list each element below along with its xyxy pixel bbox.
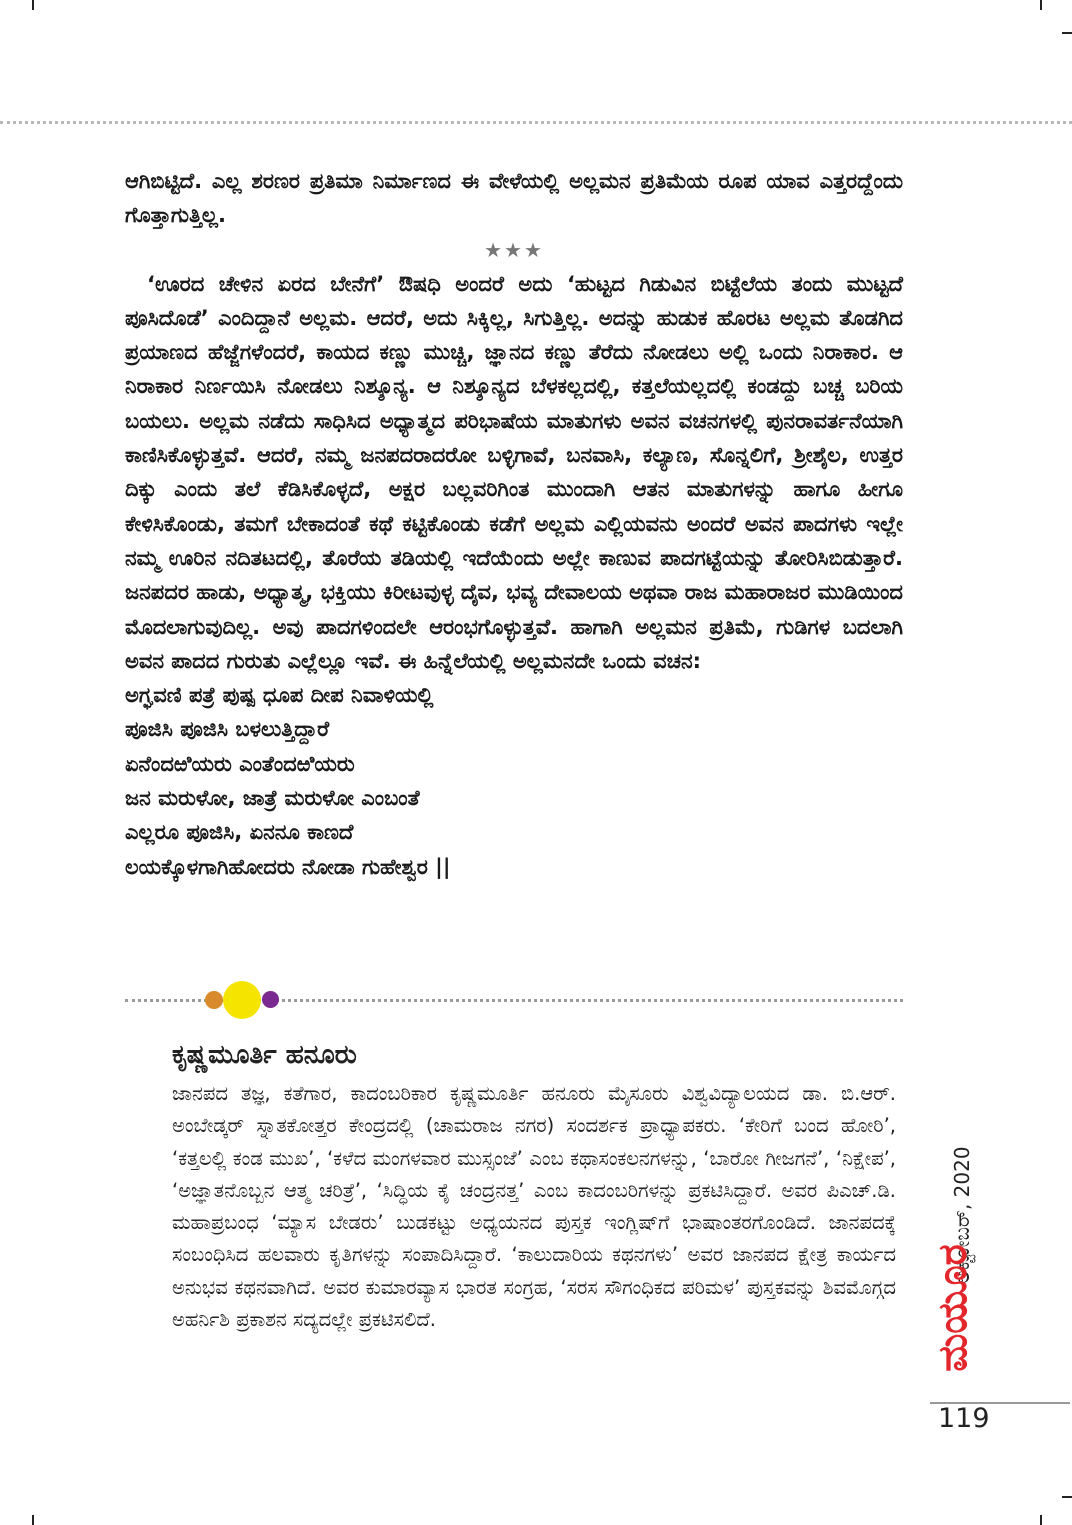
paragraph-main: ‘ಊರದ ಚೇಳಿನ ಏರದ ಬೇನೆಗೆ’ ಔಷಧಿ ಅಂದರೆ ಅದು ‘ಹುಟ್ಟದ ಗಿಡುವಿನ ಬಿಟ್ಟೆಲೆಯ ತಂದು ಮುಟ್ಟದೆ ಪೂಸಿದೊಡೆ’ ಎಂದಿದ್ದಾನೆ ಅಲ್ಲಮ. ಆದರೆ, ಅದು ಸಿಕ್ಕಿಲ್ಲ, ಸಿಗುತ್ತಿಲ್ಲ. ಅದನ್ನು ಹುಡುಕ ಹೊರಟ ಅಲ್ಲಮ ತೊಡಗಿದ ಪ್ರಯಾಣದ ಹೆಜ್ಜೆಗಳೆಂದರೆ, ಕಾಯದ ಕಣ್ಣು ಮುಚ್ಚಿ, ಜ್ಞಾನದ ಕಣ್ಣು ತೆರೆದು ನೋಡಲು ಅಲ್ಲಿ ಒಂದು ನಿರಾಕಾರ. ಆ ನಿರಾಕಾರ ನಿರ್ಣಯಿಸಿ ನೋಡಲು ನಿಶ್ಶೂನ್ಯ. ಆ ನಿಶ್ಶೂನ್ಯದ ಬೆಳಕಲ್ಲದಲ್ಲಿ, ಕತ್ತಲೆಯಲ್ಲದಲ್ಲಿ ಕಂಡದ್ದು ಬಚ್ಚ ಬರಿಯ ಬಯಲು. ಅಲ್ಲಮ ನಡೆದು ಸಾಧಿಸಿದ ಅಧ್ಯಾತ್ಮದ ಪರಿಭಾಷೆಯ ಮಾತುಗಳು ಅವನ ವಚನಗಳಲ್ಲಿ ಪುನರಾವರ್ತನೆಯಾಗಿ ಕಾಣಿಸಿಕೊಳ್ಳುತ್ತವೆ. ಆದರೆ, ನಮ್ಮ ಜನಪದರಾದರೋ ಬಳ್ಳಿಗಾವೆ, ಬನವಾಸಿ, ಕಲ್ಯಾಣ, ಸೊನ್ನಲಿಗೆ, ಶ್ರೀಶೈಲ, ಉತ್ತರ ದಿಕ್ಕು ಎಂದು ತಲೆ ಕೆಡಿಸಿಕೊಳ್ಳದೆ, ಅಕ್ಷರ ಬಲ್ಲವರಿಗಿಂತ ಮುಂದಾಗಿ ಆತನ ಮಾತುಗಳನ್ನು ಹಾಗೂ ಹೀಗೂ ಕೇಳಿಸಿಕೊಂಡು, ತಮಗೆ ಬೇಕಾದಂತೆ ಕಥೆ ಕಟ್ಟಿಕೊಂಡು ಕಡೆಗೆ ಅಲ್ಲಮ ಎಲ್ಲಿಯವನು ಅಂದರೆ ಅವನ ಪಾದಗಳು ಇಲ್ಲೇ ನಮ್ಮ ಊರಿನ ನದಿತಟದಲ್ಲಿ, ತೊರೆಯ ತಡಿಯಲ್ಲಿ ಇದೆಯೆಂದು ಅಲ್ಲೇ ಕಾಣುವ ಪಾದಗಟ್ಟೆಯನ್ನು ತೋರಿಸಿಬಿಡುತ್ತಾರೆ. ಜನಪದರ ಹಾಡು, ಅಧ್ಯಾತ್ಮ, ಭಕ್ತಿಯು ಕಿರೀಟವುಳ್ಳ ದೈವ, ಭವ್ಯ ದೇವಾಲಯ ಅಥವಾ ರಾಜ ಮಹಾರಾಜರ ಮುಡಿಯಿಂದ ಮೊದಲಾಗುವುದಿಲ್ಲ. ಅವು ಪಾದಗಳಿಂದಲೇ ಆರಂಭಗೊಳ್ಳುತ್ತವೆ. ಹಾಗಾಗಿ ಅಲ್ಲಮನ ಪ್ರತಿಮೆ, ಗುಡಿಗಳ ಬದಲಾಗಿ ಅವನ ಪಾದದ ಗುರುತು ಎಲ್ಲೆಲ್ಲೂ ಇವೆ. ಈ ಹಿನ್ನೆಲೆಯಲ್ಲಿ ಅಲ್ಲಮನದೇ ಒಂದು ವಚನ: (125, 271, 903, 673)
decorative-divider (125, 985, 903, 1015)
crop-mark-top-left (32, 0, 34, 10)
poem-line: ಜನ ಮರುಳೋ, ಜಾತ್ರೆ ಮರುಳೋ ಎಂಬಂತೆ (125, 786, 420, 811)
poem-line: ಲಯಕ್ಕೊಳಗಾಗಿಹೋದರು ನೋಡಾ ಗುಹೇಶ್ವರ || (125, 854, 451, 879)
poem-line: ಏನೆಂದಱಿಯರು ಎಂತೆಂದಱಿಯರು (125, 751, 355, 776)
issue-date-text: ಅಕ್ಟೋಬರ್, 2020 (950, 1146, 974, 1284)
poem-line: ಪೂಜಿಸಿ ಪೂಜಿಸಿ ಬಳಲುತ್ತಿದ್ದಾರೆ (125, 717, 330, 742)
author-name: ಕೃಷ್ಣಮೂರ್ತಿ ಹನೂರು (172, 1040, 357, 1070)
crop-mark-bottom-left (32, 1515, 34, 1525)
poem (125, 678, 903, 884)
magazine-logo (930, 1240, 976, 1375)
crop-mark-top-right (1040, 0, 1042, 10)
crop-mark-bottom-right (1040, 1515, 1042, 1525)
poem-line: ಎಲ್ಲರೂ ಪೂಜಿಸಿ, ಏನನೂ ಕಾಣದೆ (125, 820, 354, 845)
yellow-dot-icon (223, 981, 261, 1019)
crop-mark-right-bottom (1062, 1496, 1072, 1498)
page-number: 119 (938, 1403, 990, 1434)
article-body (125, 164, 903, 884)
orange-dot-icon (205, 991, 223, 1009)
magazine-logo-text: ಮಯೂರ (930, 1243, 976, 1372)
paragraph-intro: ಆಗಿಬಿಟ್ಟಿದೆ. ಎಲ್ಲ ಶರಣರ ಪ್ರತಿಮಾ ನಿರ್ಮಾಣದ ಈ ವೇಳೆಯಲ್ಲಿ ಅಲ್ಲಮನ ಪ್ರತಿಮೆಯ ರೂಪ ಯಾವ ಎತ್ತರದ್ದೆಂದು ಗೊತ್ತಾಗುತ್ತಿಲ್ಲ. (125, 169, 903, 228)
crop-mark-right-top (1062, 32, 1072, 34)
purple-dot-icon (262, 991, 279, 1008)
section-break-stars: ★★★ (484, 237, 544, 262)
poem-line: ಅಗ್ಘವಣಿ ಪತ್ರೆ ಪುಷ್ಪ ಧೂಪ ದೀಪ ನಿವಾಳಿಯಲ್ಲಿ (125, 683, 434, 708)
author-bio: ಜಾನಪದ ತಜ್ಞ, ಕತೆಗಾರ, ಕಾದಂಬರಿಕಾರ ಕೃಷ್ಣಮೂರ್ತಿ ಹನೂರು ಮೈಸೂರು ವಿಶ್ವವಿದ್ಯಾಲಯದ ಡಾ. ಬಿ.ಆರ್. ಅಂಬೇಡ್ಕರ್ ಸ್ನಾತಕೋತ್ತರ ಕೇಂದ್ರದಲ್ಲಿ (ಚಾಮರಾಜ ನಗರ) ಸಂದರ್ಶಕ ಪ್ರಾಧ್ಯಾಪಕರು. ‘ಕೇರಿಗೆ ಬಂದ ಹೋರಿ’, ‘ಕತ್ತಲಲ್ಲಿ ಕಂಡ ಮುಖ’, ‘ಕಳೆದ ಮಂಗಳವಾರ ಮುಸ್ಸಂಜೆ’ ಎಂಬ ಕಥಾಸಂಕಲನಗಳನ್ನು, ‘ಬಾರೋ ಗೀಜಗನೆ’, ‘ನಿಕ್ಷೇಪ’, ‘ಅಜ್ಞಾತನೊಬ್ಬನ ಆತ್ಮ ಚರಿತ್ರೆ’, ‘ಸಿದ್ಧಿಯ ಕೈ ಚಂದ್ರನತ್ತ’ ಎಂಬ ಕಾದಂಬರಿಗಳನ್ನು ಪ್ರಕಟಿಸಿದ್ದಾರೆ. ಅವರ ಪಿಎಚ್.ಡಿ. ಮಹಾಪ್ರಬಂಧ ‘ಮ್ಯಾಸ ಬೇಡರು’ ಬುಡಕಟ್ಟು ಅಧ್ಯಯನದ ಪುಸ್ತಕ ಇಂಗ್ಲಿಷ್‌ಗೆ ಭಾಷಾಂತರಗೊಂಡಿದೆ. ಜಾನಪದಕ್ಕೆ ಸಂಬಂಧಿಸಿದ ಹಲವಾರು ಕೃತಿಗಳನ್ನು ಸಂಪಾದಿಸಿದ್ದಾರೆ. ‘ಕಾಲುದಾರಿಯ ಕಥನಗಳು’ ಅವರ ಜಾನಪದ ಕ್ಷೇತ್ರ ಕಾರ್ಯದ ಅನುಭವ ಕಥನವಾಗಿದೆ. ಅವರ ಕುಮಾರವ್ಯಾಸ ಭಾರತ ಸಂಗ್ರಹ, ‘ಸರಸ ಸೌಗಂಧಿಕದ ಪರಿಮಳ’ ಪುಸ್ತಕವನ್ನು ಶಿವಮೊಗ್ಗದ ಅಹರ್ನಿಶಿ ಪ್ರಕಾಶನ ಸದ್ಯದಲ್ಲೇ ಪ್ರಕಟಿಸಲಿದೆ. (172, 1082, 896, 1332)
top-dotted-rule (0, 121, 1072, 124)
